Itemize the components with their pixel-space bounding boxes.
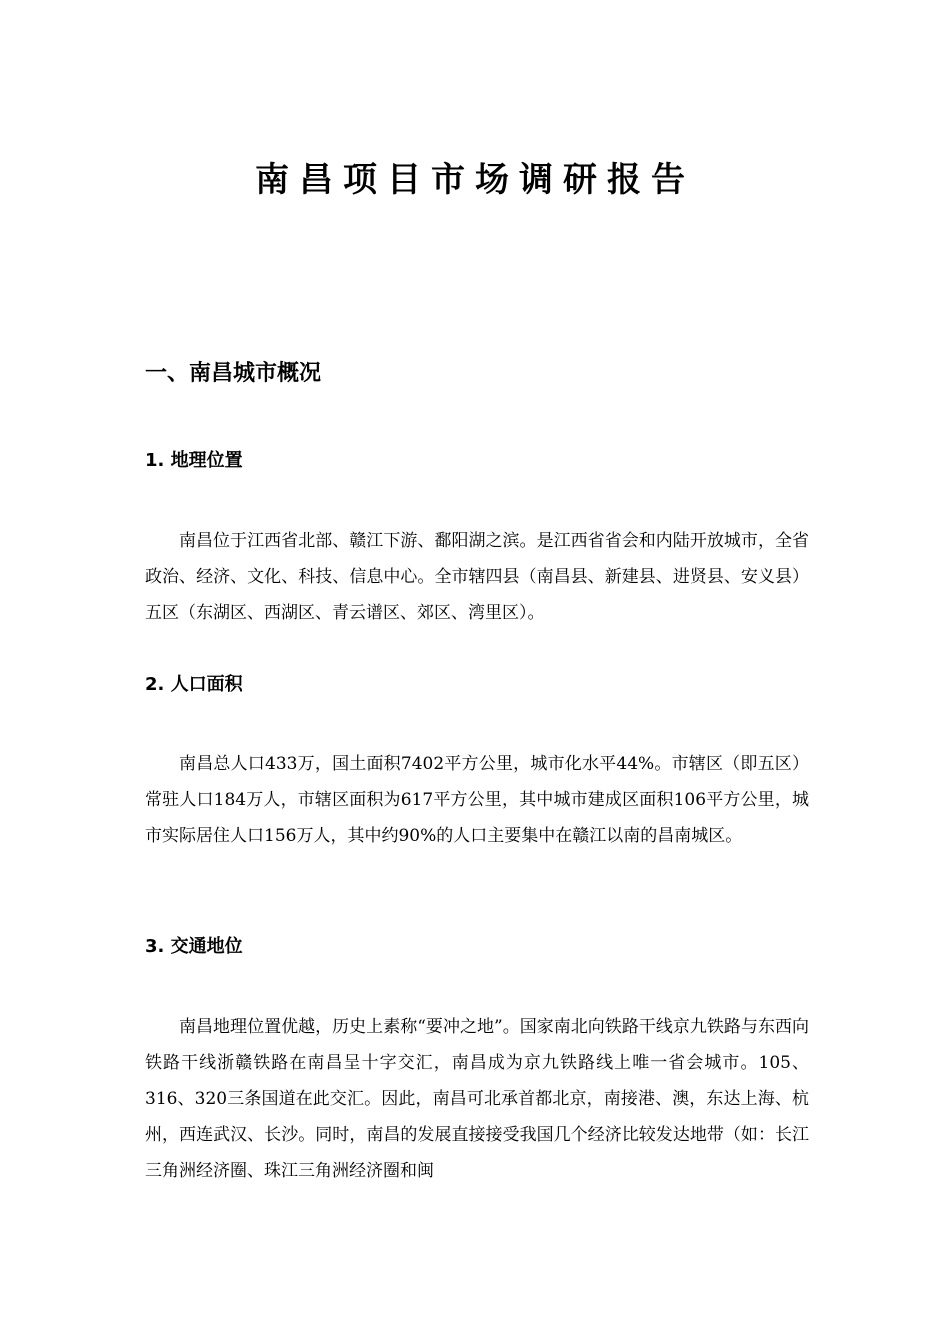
document-title: 南昌项目市场调研报告 bbox=[255, 160, 695, 200]
subheading-transportation: 3. 交通地位 bbox=[145, 936, 243, 957]
subheading-population-area: 2. 人口面积 bbox=[145, 674, 243, 695]
paragraph-population-area: 南昌总人口433万，国土面积7402平方公里，城市化水平44%。市辖区（即五区）常驻人口184万人，市辖区面积为617平方公里，其中城市建成区面积106平方公里，城市实际居住人口156万人，其中约90%的人口主要集中在赣江以南的昌南城区。 bbox=[145, 754, 809, 846]
section-heading-city-overview: 一、南昌城市概况 bbox=[145, 361, 322, 386]
paragraph-transportation: 南昌地理位置优越，历史上素称“要冲之地”。国家南北向铁路干线京九铁路与东西向铁路干线浙赣铁路在南昌呈十字交汇，南昌成为京九铁路线上唯一省会城市。105、316、320三条国道在此交汇。因此，南昌可北承首都北京，南接港、澳，东达上海、杭州，西连武汉、长沙。同时，南昌的发展直接接受我国几个经济比较发达地带（如：长江三角洲经济圈、珠江三角洲经济圈和闽 bbox=[145, 1017, 809, 1181]
paragraph-geography: 南昌位于江西省北部、赣江下游、鄱阳湖之滨。是江西省省会和内陆开放城市，全省政治、经济、文化、科技、信息中心。全市辖四县（南昌县、新建县、进贤县、安义县）五区（东湖区、西湖区、青云谱区、郊区、湾里区）。 bbox=[145, 531, 809, 623]
subheading-geography: 1. 地理位置 bbox=[145, 450, 243, 471]
